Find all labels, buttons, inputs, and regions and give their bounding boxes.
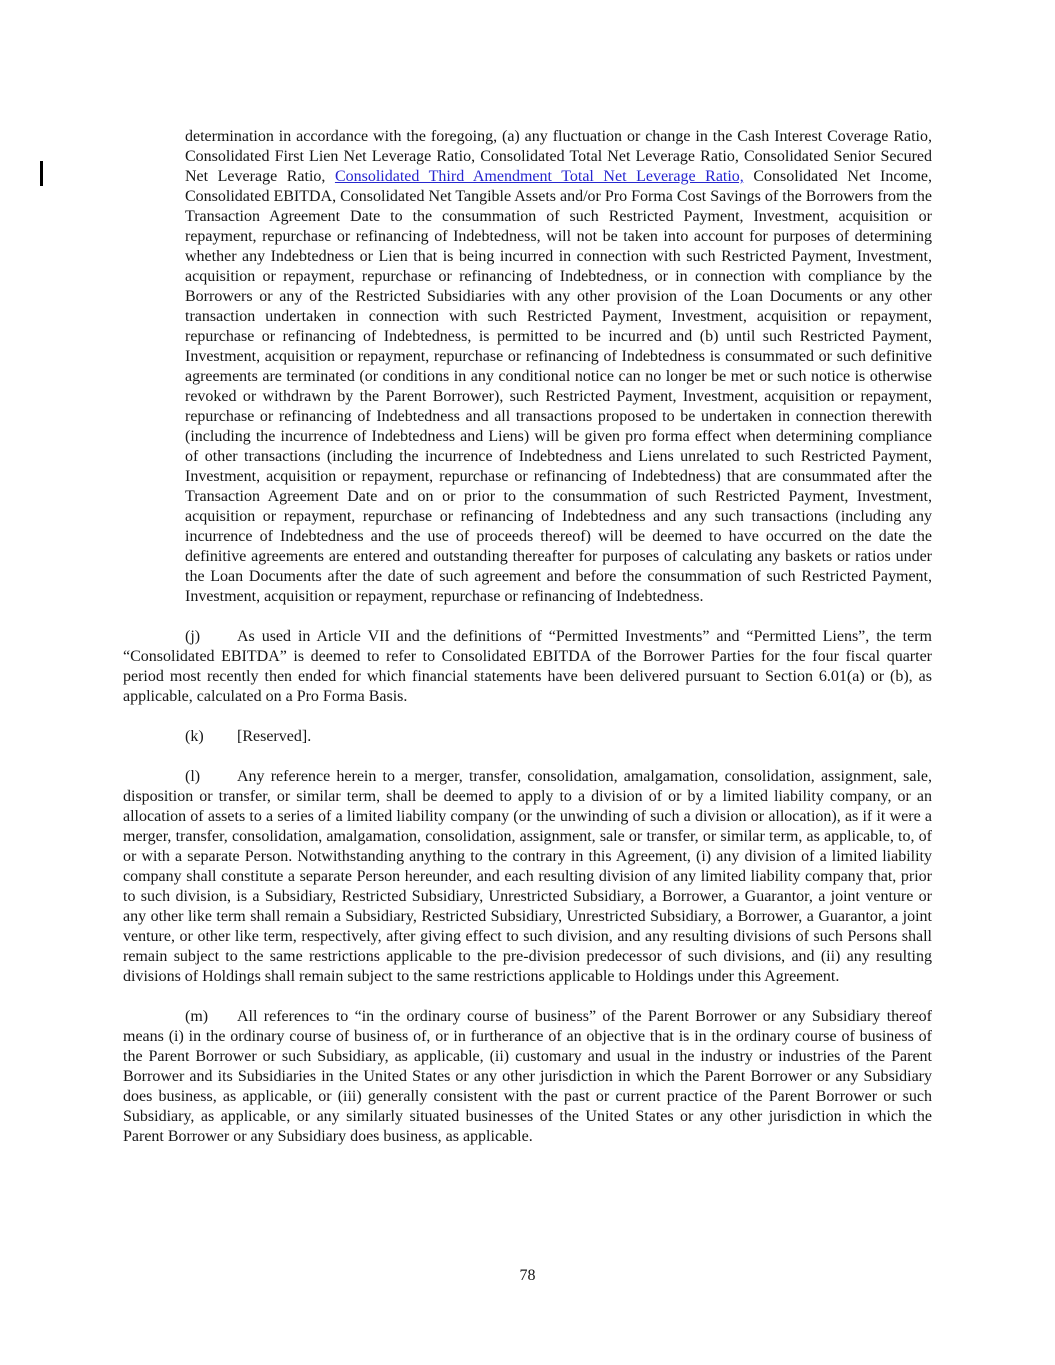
paragraph-clause-m xyxy=(123,1007,932,1147)
body-text-before-insertion: determination in accordance with the foregoing, (a) any fluctuation or change in the Cash Interest Coverage Ratio, Consolidated First Lien Net Leverage Ratio, Consolidated Total Net Leverage Ratio, Consolidated Senior Secured Net Leverage Ratio, xyxy=(185,128,932,185)
clause-m-text: All references to “in the ordinary course of business” of the Parent Borrower or any Subsidiary thereof means (i) in the ordinary course of business of, or in furtherance of an objective that is in the ordinary course of business of the Parent Borrower or such Subsidiary, as applicable, (ii) customary and usual in the industry or industries of the Parent Borrower and its Subsidiaries in the United States or any other jurisdiction in which the Parent Borrower or any Subsidiary does business, as applicable, or (iii) generally consistent with the past or current practice of the Parent Borrower or such Subsidiary, as applicable, or any similarly situated businesses of the United States or any other jurisdiction in which the Parent Borrower or any Subsidiary does business, as applicable. xyxy=(123,1008,932,1145)
clause-label-k: (k) xyxy=(185,728,204,745)
clause-label-l: (l) xyxy=(185,768,201,785)
page-content xyxy=(123,127,932,1167)
clause-label-m: (m) xyxy=(185,1008,209,1025)
paragraph-clause-j xyxy=(123,627,932,707)
tracked-change-inserted-text: Consolidated Third Amendment Total Net Leverage Ratio, xyxy=(334,168,744,185)
revision-change-bar xyxy=(40,161,43,186)
clause-l-text: Any reference herein to a merger, transfer, consolidation, amalgamation, consolidation, assignment, sale, disposition or transfer, or similar term, shall be deemed to apply to a division of or by a limited liability company, or an allocation of assets to a series of a limited liability company (or the unwinding of such a division or allocation), as if it were a merger, transfer, consolidation, amalgamation, consolidation, assignment, sale or transfer, or similar term, as applicable, to, of or with a separate Person. Notwithstanding anything to the contrary in this Agreement, (i) any division of a limited liability company shall constitute a separate Person hereunder, and each resulting division of any limited liability company that, prior to such division, is a Subsidiary, Restricted Subsidiary, Unrestricted Subsidiary, a Borrower, a Guarantor, a joint venture or any other like term shall remain a Subsidiary, Restricted Subsidiary, Unrestricted Subsidiary, a Borrower, a Guarantor, a joint venture, or other like term, respectively, after giving effect to such division, and any resulting divisions of such Persons shall remain subject to the same restrictions applicable to the pre-division predecessor of such divisions, and (ii) any resulting divisions of Holdings shall remain subject to the same restrictions applicable to Holdings under this Agreement. xyxy=(123,768,932,985)
paragraph-definitions-continuation xyxy=(185,127,932,607)
paragraph-clause-k xyxy=(123,727,932,747)
paragraph-clause-l xyxy=(123,767,932,987)
page-number: 78 xyxy=(519,1267,536,1284)
clause-j-text: As used in Article VII and the definitions of “Permitted Investments” and “Permitted Liens”, the term “Consolidated EBITDA” is deemed to refer to Consolidated EBITDA of the Borrower Parties for the four fiscal quarter period most recently then ended for which financial statements have been delivered pursuant to Section 6.01(a) or (b), as applicable, calculated on a Pro Forma Basis. xyxy=(123,628,932,705)
body-text-after-insertion: Consolidated Net Income, Consolidated EBITDA, Consolidated Net Tangible Assets and/or Pro Forma Cost Savings of the Borrowers from the Transaction Agreement Date to the consummation of such Restricted Payment, Investment, acquisition or repayment, repurchase or refinancing of Indebtedness, will not be taken into account for purposes of determining whether any Indebtedness or Lien that is being incurred in connection with such Restricted Payment, Investment, acquisition or repayment, repurchase or refinancing of Indebtedness, or in connection with compliance by the Borrowers or any of the Restricted Subsidiaries with any other provision of the Loan Documents or any other transaction undertaken in connection with such Restricted Payment, Investment, acquisition or repayment, repurchase or refinancing of Indebtedness, is permitted to be incurred and (b) until such Restricted Payment, Investment, acquisition or repayment, repurchase or refinancing of Indebtedness is consummated or such definitive agreements are terminated (or conditions in any conditional notice can no longer be met or such notice is otherwise revoked or withdrawn by the Parent Borrower), such Restricted Payment, Investment, acquisition or repayment, repurchase or refinancing of Indebtedness and all transactions proposed to be undertaken in connection therewith (including the incurrence of Indebtedness and Liens) will be given pro forma effect when determining compliance of other transactions (including the incurrence of Indebtedness and Liens unrelated to such Restricted Payment, Investment, acquisition or repayment, repurchase or refinancing of Indebtedness) that are consummated after the Transaction Agreement Date and on or prior to the consummation of such Restricted Payment, Investment, acquisition or repayment, repurchase or refinancing of Indebtedness and any such transactions (including any incurrence of Indebtedness and the use of proceeds thereof) will be deemed to have occurred on the date the definitive agreements are entered and outstanding thereafter for purposes of calculating any baskets or ratios under the Loan Documents after the date of such agreement and before the consummation of such Restricted Payment, Investment, acquisition or repayment, repurchase or refinancing of Indebtedness. xyxy=(185,168,932,605)
clause-label-j: (j) xyxy=(185,628,201,645)
clause-k-text: [Reserved]. xyxy=(237,728,312,745)
